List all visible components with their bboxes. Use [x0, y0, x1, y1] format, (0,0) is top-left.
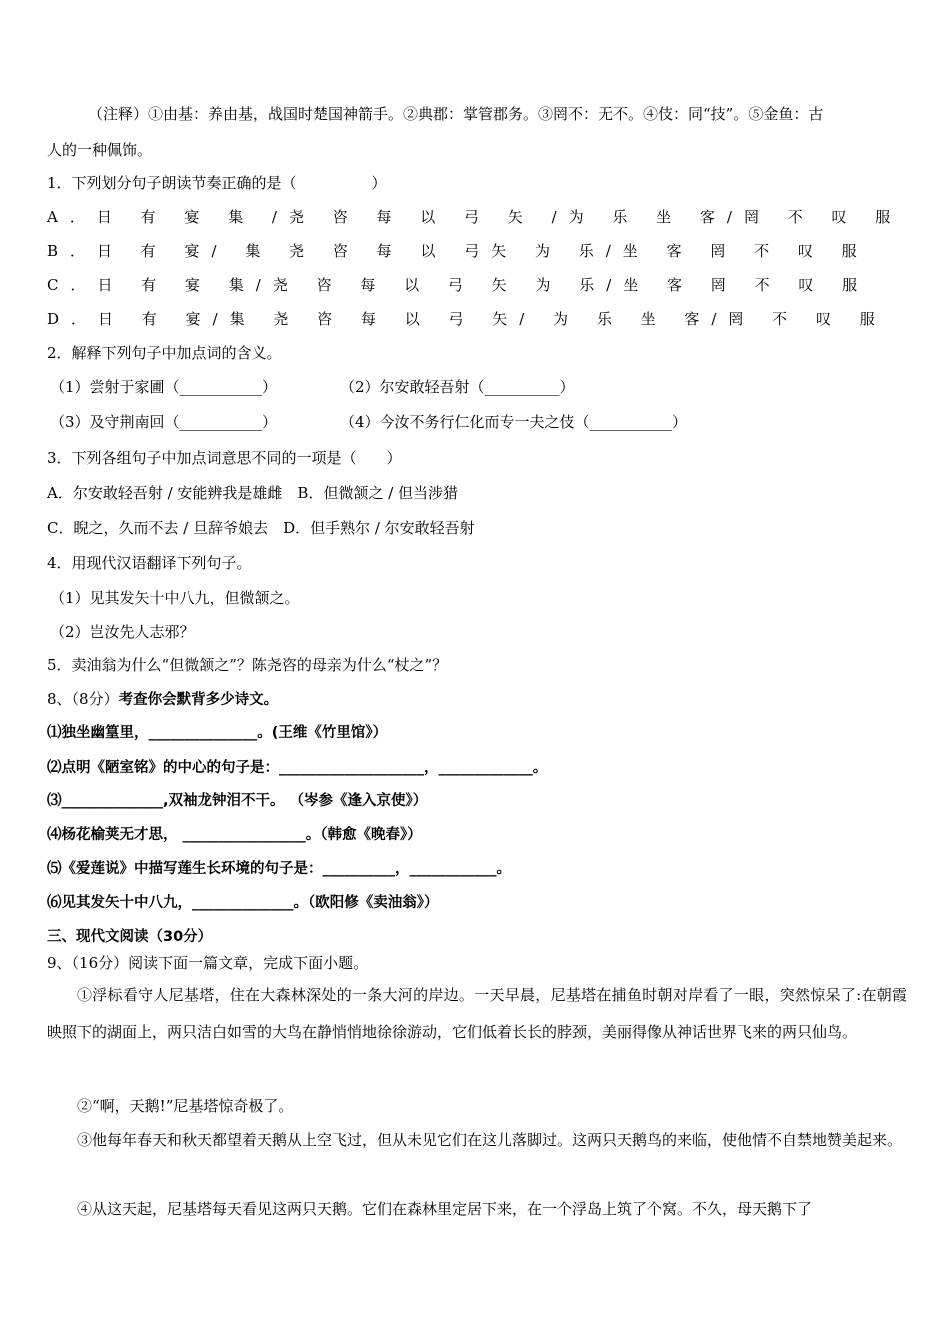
q8-item-1: ⑴独坐幽篁里，_______________。(王维《竹里馆》）: [47, 725, 388, 741]
q1-option-a: A．日 有 宴 集 /尧 咨 每 以 弓 矢 /为 乐 坐 客/罔 不 叹 服: [47, 208, 903, 226]
q5-stem: 5．卖油翁为什么“但微颔之”？陈尧咨的母亲为什么“杖之”？: [47, 656, 448, 674]
q3-line-ab: A．尔安敢轻吾射 / 安能辨我是雄雌 B．但微颔之 / 但当涉猎: [47, 484, 459, 502]
note-line-2: 人的一种佩饰。: [47, 141, 153, 159]
q1-option-d: D．日 有 宴/集 尧 咨 每 以 弓 矢/ 为 乐 坐 客/罔 不 叹 服: [47, 310, 887, 328]
q4-stem: 4．用现代汉语翻译下列句子。: [47, 554, 252, 572]
note-line-1: （注释）①由基：养由基，战国时楚国神箭手。②典郡：掌管郡务。③罔不：无不。④伎：同“技”。⑤金鱼：古: [88, 105, 824, 123]
q8-item-5: ⑸《爱莲说》中描写莲生长环境的句子是：__________，____________。: [47, 861, 511, 877]
q3-line-cd: C．睨之，久而不去 / 旦辞爷娘去 D．但手熟尔 / 尔安敢轻吾射: [47, 519, 475, 537]
q1-option-c: C．日 有 宴 集/尧 咨 每 以 弓 矢 为 乐/坐 客 罔 不 叹 服: [47, 276, 870, 294]
q9-stem: 9、（16分）阅读下面一篇文章，完成下面小题。: [47, 954, 369, 972]
q1-stem: 1．下列划分句子朗读节奏正确的是（ ）: [47, 174, 387, 192]
passage-paragraph-4: ④从这天起，尼基塔每天看见这两只天鹅。它们在森林里定居下来，在一个浮岛上筑了个窝。不久，母天鹅下了: [77, 1200, 813, 1218]
q8-item-2: ⑵点明《陋室铭》的中心的句子是：____________________，_____________。: [47, 760, 548, 776]
q8-item-4: ⑷杨花榆荚无才思， _________________。（韩愈《晚春》）: [47, 827, 422, 843]
q2-item-2: （2）尔安敢轻吾射（__________）: [340, 378, 575, 396]
q8-stem-prefix: 8、（8分）: [47, 690, 119, 708]
passage-paragraph-2: ②“啊，天鹅!”尼基塔惊奇极了。: [77, 1097, 294, 1115]
q4-item-1: （1）见其发矢十中八九，但微颔之。: [50, 589, 300, 607]
passage-paragraph-1: ①浮标看守人尼基塔，住在大森林深处的一条大河的岸边。一天早晨，尼基塔在捕鱼时朝对岸看了一眼，突然惊呆了:在朝霞映照下的湖面上，两只洁白如雪的大鸟在静悄悄地徐徐游动，它们低着长长的脖颈，美丽得像从神话世界飞来的两只仙鸟。: [47, 986, 907, 1041]
section-3-title: 三、现代文阅读（30分）: [47, 929, 213, 945]
q3-stem: 3．下列各组句子中加点词意思不同的一项是（ ）: [47, 449, 402, 467]
q8-stem: [47, 689, 278, 710]
q8-item-3: ⑶______________,双袖龙钟泪不干。 （岑参《逢入京使》）: [47, 793, 428, 809]
passage-paragraph-3: ③他每年春天和秋天都望着天鹅从上空飞过，但从未见它们在这儿落脚过。这两只天鹅鸟的来临，使他情不自禁地赞美起来。: [77, 1131, 903, 1149]
q2-item-3: （3）及守荆南回（___________）: [50, 413, 278, 431]
q8-item-6: ⑹见其发矢十中八九，______________。（欧阳修《卖油翁》）: [47, 895, 439, 911]
q2-item-1: （1）尝射于家圃（___________）: [50, 378, 278, 396]
q2-stem: 2．解释下列句子中加点词的含义。: [47, 344, 282, 362]
q4-item-2: （2）岂汝先人志邪？: [50, 623, 195, 641]
q8-stem-bold: 考查你会默背多少诗文。: [118, 692, 279, 708]
q1-option-b: B．日 有 宴/ 集 尧 咨 每 以 弓矢 为 乐/坐 客 罔 不 叹 服: [47, 242, 869, 260]
q2-item-4: （4）今汝不务行仁化而专一夫之伎（___________）: [340, 413, 688, 431]
